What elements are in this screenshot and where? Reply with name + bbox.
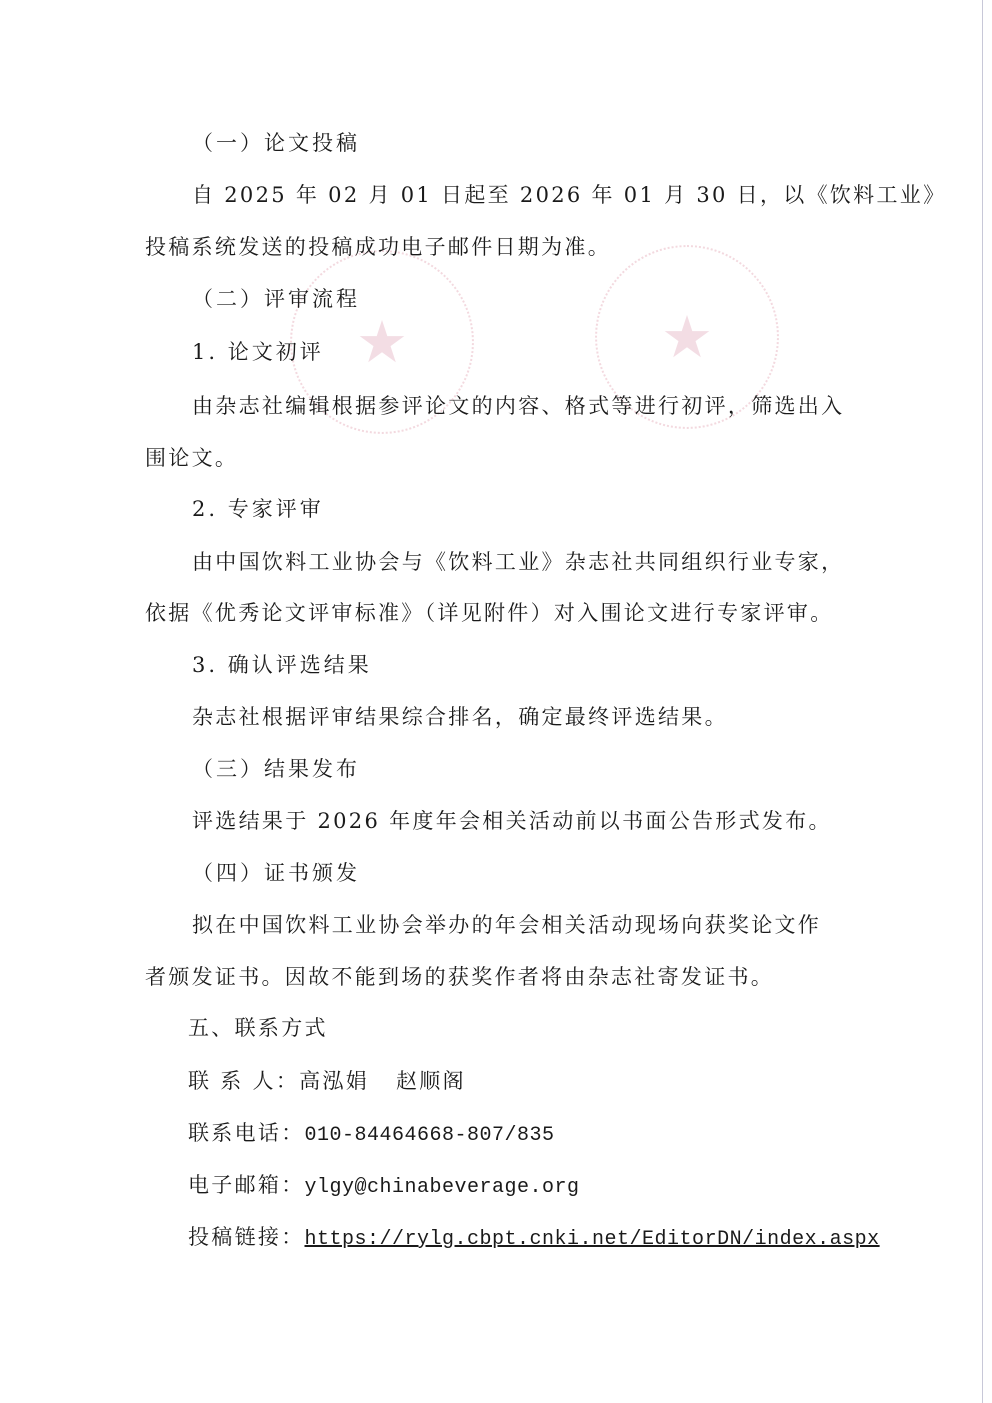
contact-person-label: 联 系 人： (188, 1069, 300, 1093)
paragraph-line: 由中国饮料工业协会与《饮料工业》杂志社共同组织行业专家， (192, 550, 845, 574)
binding-edge-line (982, 0, 983, 1403)
submission-link-label: 投稿链接： (188, 1225, 305, 1249)
section-heading-review-process: （二）评审流程 (192, 287, 360, 311)
paragraph-line: 评选结果于 2026 年度年会相关活动前以书面公告形式发布。 (192, 809, 832, 833)
contact-person-value: 高泓娟 赵顺阁 (299, 1069, 466, 1093)
section-heading-contact: 五、联系方式 (188, 1016, 328, 1040)
step-title-initial-review: 1. 论文初评 (192, 340, 324, 364)
submission-link[interactable]: https://rylg.cbpt.cnki.net/EditorDN/index.aspx (304, 1228, 880, 1251)
paragraph-line: 自 2025 年 02 月 01 日起至 2026 年 01 月 30 日，以《饮料工业》 (192, 183, 947, 207)
contact-phone-value: 010-84464668-807/835 (304, 1124, 555, 1147)
contact-email-label: 电子邮箱： (188, 1173, 305, 1197)
paragraph-line: 由杂志社编辑根据参评论文的内容、格式等进行初评，筛选出入 (192, 394, 845, 418)
star-icon: ★ (661, 303, 713, 371)
step-title-confirm-results: 3. 确认评选结果 (192, 653, 372, 677)
contact-email-value[interactable]: ylgy@chinabeverage.org (304, 1176, 580, 1199)
submission-link-row (188, 1222, 878, 1252)
contact-person-row (188, 1066, 878, 1096)
contact-phone-row (188, 1118, 878, 1148)
section-heading-certificate: （四）证书颁发 (192, 861, 360, 885)
paragraph-line: 投稿系统发送的投稿成功电子邮件日期为准。 (145, 235, 611, 259)
paragraph-line: 围论文。 (145, 446, 239, 470)
contact-phone-label: 联系电话： (188, 1121, 305, 1145)
star-icon: ★ (356, 308, 408, 376)
paragraph-line: 者颁发证书。因故不能到场的获奖作者将由杂志社寄发证书。 (145, 965, 775, 989)
section-heading-submission: （一）论文投稿 (192, 131, 360, 155)
paragraph-line: 依据《优秀论文评审标准》（详见附件）对入围论文进行专家评审。 (145, 601, 834, 625)
paragraph-line: 杂志社根据评审结果综合排名，确定最终评选结果。 (192, 705, 728, 729)
step-title-expert-review: 2. 专家评审 (192, 497, 324, 521)
contact-email-row (188, 1170, 878, 1200)
section-heading-results-release: （三）结果发布 (192, 757, 360, 781)
paragraph-line: 拟在中国饮料工业协会举办的年会相关活动现场向获奖论文作 (192, 913, 822, 937)
